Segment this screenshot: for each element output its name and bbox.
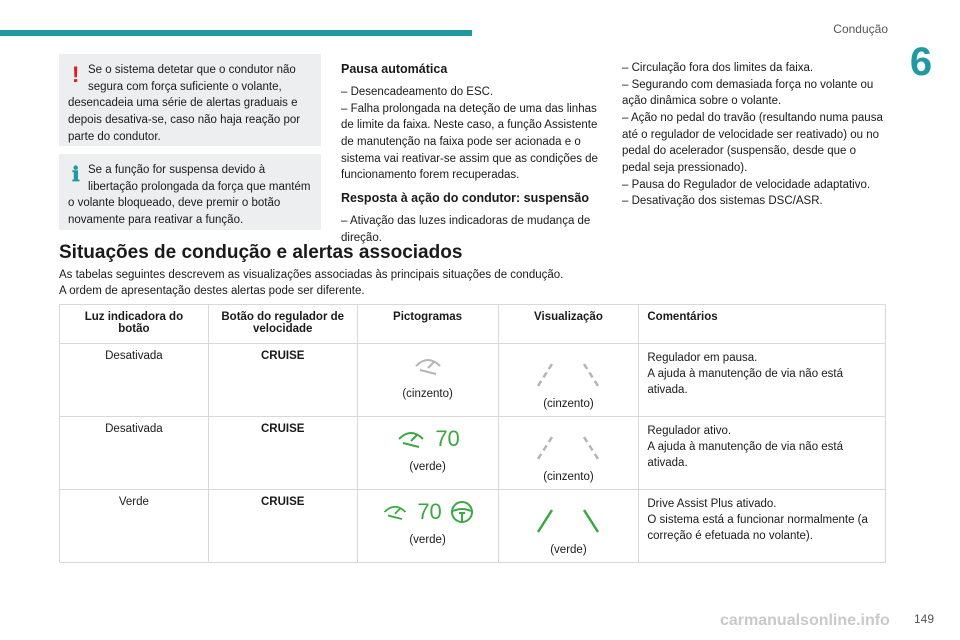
warning-note [59,54,321,146]
section-intro [59,267,563,299]
warning-rest: desencadeia uma série de alertas graduais e depois desativa-se, caso não haja reação por parte do condutor. [68,97,301,143]
comment-line: Regulador em pausa. [647,352,758,364]
section-title: Situações de condução e alertas associados [59,242,463,263]
right-item: – Circulação fora dos limites da faixa. [622,62,814,74]
watermark: carmanualsonline.info [720,612,890,629]
cruise-speedometer-icon [395,427,427,451]
heading-suspension: Resposta à ação do condutor: suspensão [341,191,589,206]
comment-line: A ajuda à manutenção de via não está ativada. [647,368,844,397]
speed-value: 70 [417,499,442,524]
steering-wheel-icon [450,500,474,524]
pictogram-caption: (cinzento) [402,388,453,400]
comment-line: Drive Assist Plus ativado. [647,498,777,510]
comment-cell [639,490,886,563]
warning-first: Se o sistema detetar que o condutor não segura com força suficiente o volante, [88,64,296,93]
col-header: Visualização [498,305,639,344]
chapter-number: 6 [909,40,933,84]
right-column [622,60,887,210]
pause-item: – Falha prolongada na deteção de uma das linhas de limite da faixa. Neste caso, a função Assistente de manutenção na faixa pode ser acionada e o sistema vai reativar-se assim que as condições de funcionamento forem recuperadas. [341,102,598,182]
suspension-item: – Ativação das luzes indicadoras de mudança de direção. [341,215,591,244]
pictogram [366,496,490,528]
info-first: Se a função for suspensa devido à libertação prolongada da força que mantém [88,164,311,193]
table-header-row [60,305,886,344]
right-item: – Ação no pedal do travão (resultando numa pausa até o regulador de velocidade ser reativado) ou no pedal do acelerador (suspensão, desde que o pedal seja pressionado). [622,112,883,175]
speed-value: 70 [435,426,460,451]
left-lane-line-icon [536,508,554,534]
cruise-speedometer-icon [412,354,444,378]
cruise-speedometer-icon [381,500,409,524]
visualization-caption: (verde) [550,544,587,556]
right-lane-line-icon [582,508,600,534]
info-note [59,154,321,230]
table-row [60,490,886,563]
middle-column [341,60,599,247]
right-lane-line-icon [582,362,600,388]
right-item: – Pausa do Regulador de velocidade adaptativo. [622,178,871,191]
right-item: – Segurando com demasiada força no volante ou ação dinâmica sobre o volante. [622,78,874,108]
visualization-cell [498,490,639,563]
table-row [60,417,886,490]
comment-line: A ajuda à manutenção de via não está ativada. [647,441,844,470]
light-cell: Verde [60,490,209,563]
light-cell: Desativada [60,344,209,417]
intro-line: A ordem de apresentação destes alertas pode ser diferente. [59,285,365,298]
table-row [60,344,886,417]
lane-lines [507,504,631,538]
comment-line: O sistema está a funcionar normalmente (a correção é efetuada no volante). [647,514,868,543]
heading-pause: Pausa automática [341,62,448,76]
lane-lines [507,431,631,465]
pictogram-caption: (verde) [409,461,446,473]
intro-line: As tabelas seguintes descrevem as visualizações associadas às principais situações de condução. [59,269,564,281]
comment-line: Regulador ativo. [647,425,732,437]
light-cell: Desativada [60,417,209,490]
visualization-cell [498,344,639,417]
col-header: Pictogramas [357,305,498,344]
info-rest: o volante bloqueado, deve premir o botão novamente para reativar a função. [68,197,281,227]
pictogram-cell [357,417,498,490]
alerts-table [59,304,886,563]
pictogram [366,350,490,382]
running-header: Condução [833,22,888,36]
col-header: Luz indicadora do botão [60,305,209,344]
comment-cell [639,344,886,417]
button-cell: CRUISE [208,490,357,563]
page-number: 149 [914,612,935,626]
button-cell: CRUISE [208,344,357,417]
pictogram-cell [357,490,498,563]
button-cell: CRUISE [208,417,357,490]
lane-lines [507,358,631,392]
visualization-cell [498,417,639,490]
col-header: Comentários [639,305,886,344]
pictogram-cell [357,344,498,417]
exclamation-icon: ! [72,62,80,87]
comment-cell [639,417,886,490]
top-accent-bar [0,30,472,36]
pause-item: – Desencadeamento do ESC. [341,86,494,99]
col-header: Botão do regulador de velocidade [208,305,357,344]
visualization-caption: (cinzento) [543,471,594,483]
right-item: – Desativação dos sistemas DSC/ASR. [622,195,823,208]
left-lane-line-icon [536,435,554,461]
visualization-caption: (cinzento) [543,398,594,410]
left-lane-line-icon [536,362,554,388]
pictogram-caption: (verde) [409,534,446,546]
right-lane-line-icon [582,435,600,461]
pictogram [366,423,490,455]
info-icon: ℹ [72,164,80,186]
